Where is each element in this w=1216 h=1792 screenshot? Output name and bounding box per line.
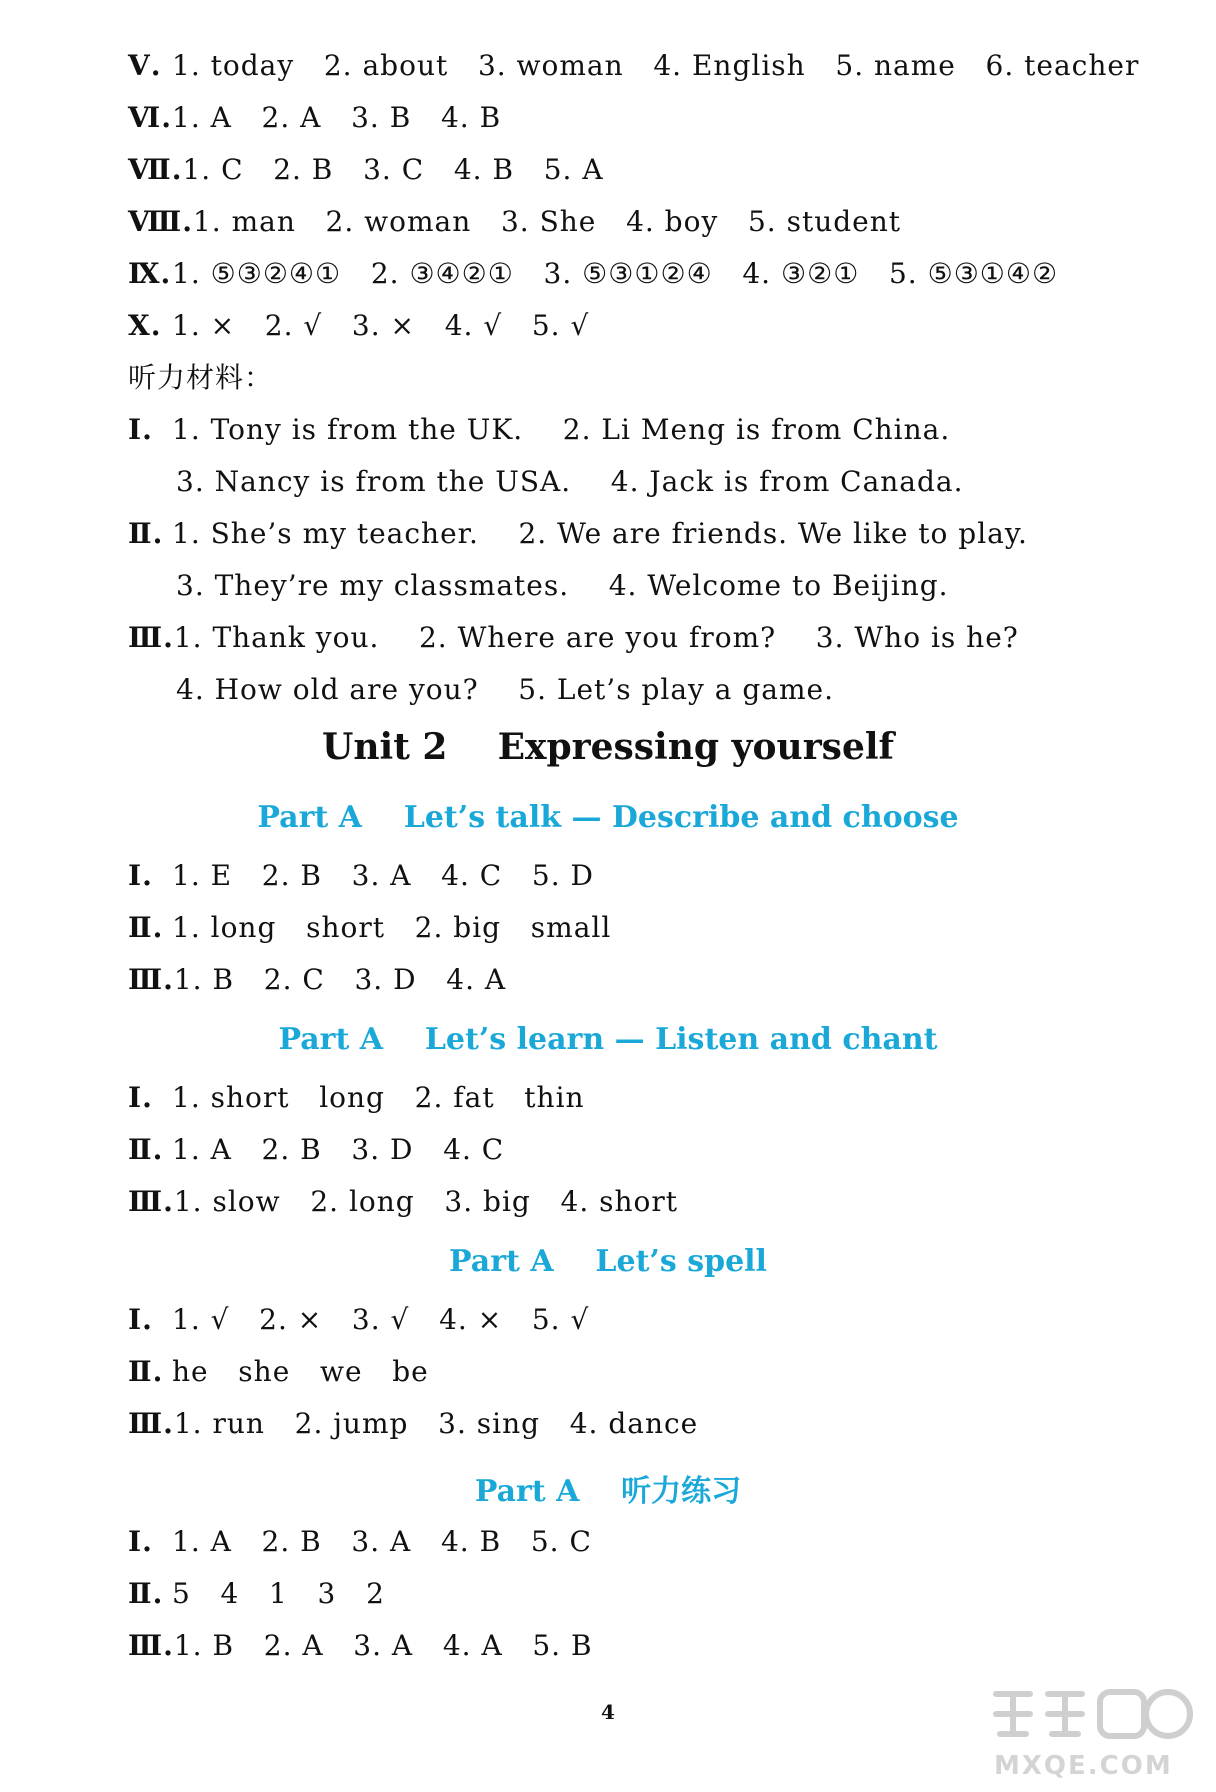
part-learn-row-1: Ⅰ. 1. short long 2. fat thin <box>128 1081 585 1114</box>
listening-section-1-line-1: Ⅰ. 1. Tony is from the UK. 2. Li Meng is from China. <box>128 413 951 446</box>
listening-section-3-line-2: 4. How old are you? 5. Let’s play a game. <box>176 673 834 706</box>
answer-row-10: Ⅹ. 1. × 2. √ 3. × 4. √ 5. √ <box>128 309 590 342</box>
part-spell-row-1: Ⅰ. 1. √ 2. × 3. √ 4. × 5. √ <box>128 1303 590 1336</box>
part-listening-row-1: Ⅰ. 1. A 2. B 3. A 4. B 5. C <box>128 1525 592 1558</box>
listening-section-2-line-1: Ⅱ. 1. She’s my teacher. 2. We are friends. We like to play. <box>128 517 1028 550</box>
watermark-logo <box>982 1680 1212 1784</box>
part-spell-row-2: Ⅱ. he she we be <box>128 1355 429 1388</box>
part-learn-row-3: Ⅲ.1. slow 2. long 3. big 4. short <box>128 1185 679 1218</box>
part-learn-row-2: Ⅱ. 1. A 2. B 3. D 4. C <box>128 1133 505 1166</box>
listening-section-1-line-2: 3. Nancy is from the USA. 4. Jack is from Canada. <box>176 465 964 498</box>
listening-section-3-line-1: Ⅲ.1. Thank you. 2. Where are you from? 3. Who is he? <box>128 621 1019 654</box>
svg-text:MXQE.COM: MXQE.COM <box>994 1751 1173 1781</box>
answer-row-7: Ⅶ.1. C 2. B 3. C 4. B 5. A <box>128 153 604 186</box>
listening-title: 听力材料： <box>128 361 274 394</box>
part-talk-row-2: Ⅱ. 1. long short 2. big small <box>128 911 612 944</box>
part-listening-row-3: Ⅲ.1. B 2. A 3. A 4. A 5. B <box>128 1629 593 1662</box>
part-heading-spell: Part A Let’s spell <box>449 1244 767 1279</box>
part-talk-row-3: Ⅲ.1. B 2. C 3. D 4. A <box>128 963 507 996</box>
page-number: 4 <box>601 1700 615 1724</box>
answer-row-5: Ⅴ. 1. today 2. about 3. woman 4. English 5. name 6. teacher <box>128 49 1140 82</box>
unit-title: Unit 2 Expressing yourself <box>321 726 895 768</box>
part-heading-talk: Part A Let’s talk — Describe and choose <box>257 800 959 835</box>
part-heading-listening: Part A 听力练习 <box>474 1474 742 1509</box>
listening-section-2-line-2: 3. They’re my classmates. 4. Welcome to Beijing. <box>176 569 949 602</box>
part-listening-row-2: Ⅱ. 5 4 1 3 2 <box>128 1577 385 1610</box>
answer-row-8: Ⅷ.1. man 2. woman 3. She 4. boy 5. student <box>128 205 902 238</box>
part-spell-row-3: Ⅲ.1. run 2. jump 3. sing 4. dance <box>128 1407 699 1440</box>
part-talk-row-1: Ⅰ. 1. E 2. B 3. A 4. C 5. D <box>128 859 594 892</box>
part-heading-learn: Part A Let’s learn — Listen and chant <box>278 1022 938 1057</box>
answer-row-9: Ⅸ.1. ⑤③②④① 2. ③④②① 3. ⑤③①②④ 4. ③②① 5. ⑤③①④② <box>128 257 1059 290</box>
answer-row-6: Ⅵ.1. A 2. A 3. B 4. B <box>128 101 502 134</box>
